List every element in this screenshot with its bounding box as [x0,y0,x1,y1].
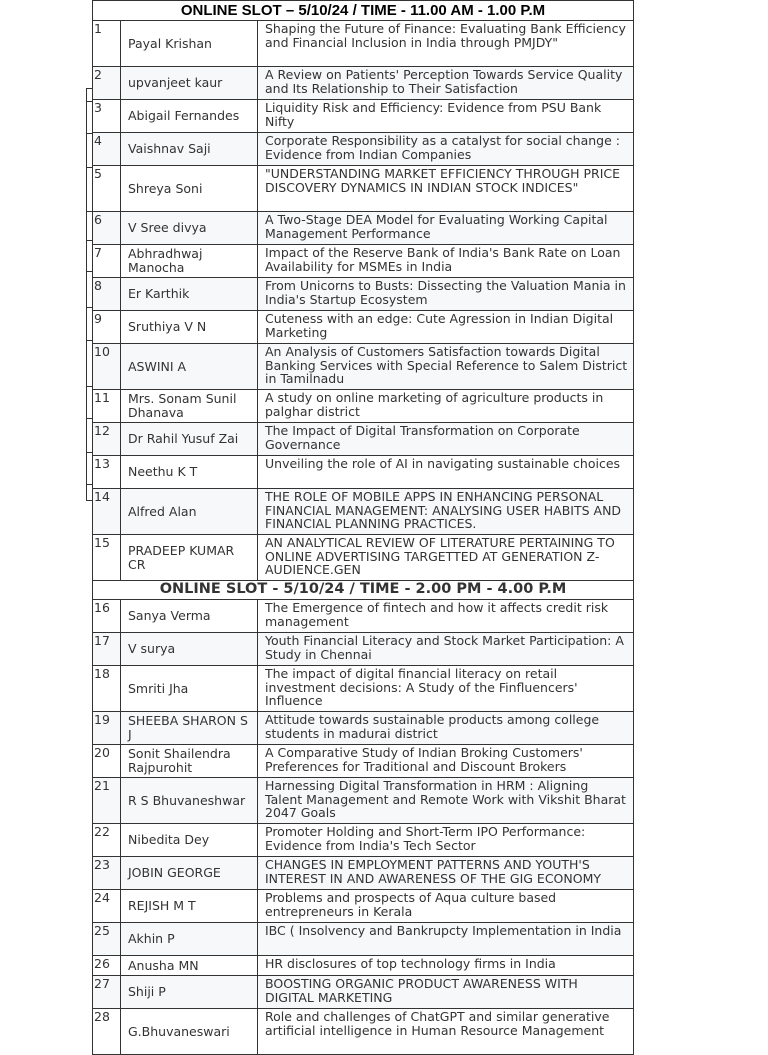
table-row [93,133,634,166]
table-row [93,456,634,489]
table-row [93,212,634,245]
table-row [93,278,634,311]
presenter-name: V surya [121,633,258,666]
serial-number: 11 [93,390,121,423]
presenter-name: PRADEEP KUMAR CR [121,535,258,581]
margin-bracket-tick [86,271,93,272]
paper-title: THE ROLE OF MOBILE APPS IN ENHANCING PERSONAL FINANCIAL MANAGEMENT: ANALYSING USER HABITS AND FINANCIAL PLANNING PRACTICES. [258,489,634,535]
paper-title: Attitude towards sustainable products among college students in madurai district [258,712,634,745]
schedule-sheet [92,0,633,1055]
presenter-name: REJISH M T [121,890,258,923]
presenter-name: Akhin P [121,923,258,956]
paper-title: A study on online marketing of agriculture products in palghar district [258,390,634,423]
slot-heading-row [93,1,634,21]
margin-bracket-tick [86,101,93,102]
paper-title: The Emergence of fintech and how it affects credit risk management [258,600,634,633]
presenter-name: Sanya Verma [121,600,258,633]
serial-number: 4 [93,133,121,166]
serial-number: 3 [93,100,121,133]
presenter-name: V Sree divya [121,212,258,245]
presenter-name: Sruthiya V N [121,311,258,344]
serial-number: 24 [93,890,121,923]
presenter-name: Abigail Fernandes [121,100,258,133]
table-row [93,600,634,633]
paper-title: "UNDERSTANDING MARKET EFFICIENCY THROUGH PRICE DISCOVERY DYNAMICS IN INDIAN STOCK INDICES" [258,166,634,212]
paper-title: Corporate Responsibility as a catalyst for social change : Evidence from Indian Companies [258,133,634,166]
table-row [93,976,634,1009]
serial-number: 15 [93,535,121,581]
table-row [93,311,634,344]
serial-number: 20 [93,745,121,778]
paper-title: Role and challenges of ChatGPT and similar generative artificial intelligence in Human Resource Management [258,1009,634,1055]
paper-title: From Unicorns to Busts: Dissecting the Valuation Mania in India's Startup Ecosystem [258,278,634,311]
table-row [93,778,634,824]
table-row [93,956,634,976]
table-row [93,745,634,778]
presenter-name: Er Karthik [121,278,258,311]
paper-title: Impact of the Reserve Bank of India's Bank Rate on Loan Availability for MSMEs in India [258,245,634,278]
table-row [93,535,634,581]
serial-number: 13 [93,456,121,489]
presenter-name: Shreya Soni [121,166,258,212]
paper-title: Unveiling the role of AI in navigating sustainable choices [258,456,634,489]
serial-number: 14 [93,489,121,535]
presenter-name: Shiji P [121,976,258,1009]
margin-bracket-tick [86,340,93,341]
paper-title: A Two-Stage DEA Model for Evaluating Working Capital Management Performance [258,212,634,245]
paper-title: Harnessing Digital Transformation in HRM : Aligning Talent Management and Remote Work with Vikshit Bharat 2047 Goals [258,778,634,824]
table-row [93,423,634,456]
paper-title: The impact of digital financial literacy on retail investment decisions: A Study of the Finfluencers' Influence [258,666,634,712]
margin-bracket-tick [86,484,93,485]
serial-number: 10 [93,344,121,390]
serial-number: 21 [93,778,121,824]
serial-number: 7 [93,245,121,278]
presenter-name: SHEEBA SHARON S J [121,712,258,745]
slot-heading: ONLINE SLOT – 5/10/24 / TIME - 11.00 AM - 1.00 P.M [93,1,634,21]
serial-number: 5 [93,166,121,212]
serial-number: 8 [93,278,121,311]
serial-number: 6 [93,212,121,245]
presenter-name: Neethu K T [121,456,258,489]
paper-title: Promoter Holding and Short-Term IPO Performance: Evidence from India's Tech Sector [258,824,634,857]
table-row [93,666,634,712]
margin-bracket-tick [86,88,93,89]
table-row [93,67,634,100]
presenter-name: Smriti Jha [121,666,258,712]
margin-bracket-tick [86,307,93,308]
margin-bracket-tick [86,211,93,212]
margin-bracket-tick [86,500,93,501]
margin-bracket-tick [86,240,93,241]
serial-number: 26 [93,956,121,976]
schedule-body [93,1,634,1055]
table-row [93,21,634,67]
table-row [93,923,634,956]
table-row [93,100,634,133]
margin-bracket-tick [86,452,93,453]
paper-title: BOOSTING ORGANIC PRODUCT AWARENESS WITH DIGITAL MARKETING [258,976,634,1009]
paper-title: Cuteness with an edge: Cute Agression in Indian Digital Marketing [258,311,634,344]
presenter-name: Alfred Alan [121,489,258,535]
presenter-name: G.Bhuvaneswari [121,1009,258,1055]
paper-title: AN ANALYTICAL REVIEW OF LITERATURE PERTAINING TO ONLINE ADVERTISING TARGETTED AT GENERATION Z-AUDIENCE.GEN [258,535,634,581]
table-row [93,390,634,423]
serial-number: 25 [93,923,121,956]
serial-number: 12 [93,423,121,456]
slot-heading-row [93,581,634,600]
margin-bracket-tick [86,418,93,419]
table-row [93,166,634,212]
serial-number: 16 [93,600,121,633]
presenter-name: Abhradhwaj Manocha [121,245,258,278]
table-row [93,344,634,390]
serial-number: 9 [93,311,121,344]
serial-number: 22 [93,824,121,857]
serial-number: 19 [93,712,121,745]
paper-title: Shaping the Future of Finance: Evaluating Bank Efficiency and Financial Inclusion in India through PMJDY" [258,21,634,67]
paper-title: An Analysis of Customers Satisfaction towards Digital Banking Services with Special Reference to Salem District in Tamilnadu [258,344,634,390]
margin-bracket-tick [86,167,93,168]
paper-title: IBC ( Insolvency and Bankrupcty Implementation in India [258,923,634,956]
schedule-table [92,0,634,1055]
serial-number: 17 [93,633,121,666]
presenter-name: upvanjeet kaur [121,67,258,100]
table-row [93,489,634,535]
paper-title: A Review on Patients' Perception Towards Service Quality and Its Relationship to Their Satisfaction [258,67,634,100]
presenter-name: Mrs. Sonam Sunil Dhanava [121,390,258,423]
margin-bracket-tick [86,386,93,387]
presenter-name: R S Bhuvaneshwar [121,778,258,824]
paper-title: A Comparative Study of Indian Broking Customers' Preferences for Traditional and Discount Brokers [258,745,634,778]
presenter-name: Dr Rahil Yusuf Zai [121,423,258,456]
table-row [93,890,634,923]
table-row [93,1009,634,1055]
margin-bracket-line [86,88,87,500]
paper-title: HR disclosures of top technology firms in India [258,956,634,976]
margin-bracket-tick [86,133,93,134]
table-row [93,857,634,890]
serial-number: 23 [93,857,121,890]
serial-number: 18 [93,666,121,712]
serial-number: 2 [93,67,121,100]
presenter-name: Vaishnav Saji [121,133,258,166]
table-row [93,712,634,745]
paper-title: Youth Financial Literacy and Stock Market Participation: A Study in Chennai [258,633,634,666]
table-row [93,824,634,857]
table-row [93,633,634,666]
serial-number: 1 [93,21,121,67]
presenter-name: Payal Krishan [121,21,258,67]
serial-number: 27 [93,976,121,1009]
presenter-name: Sonit Shailendra Rajpurohit [121,745,258,778]
presenter-name: Nibedita Dey [121,824,258,857]
slot-heading: ONLINE SLOT - 5/10/24 / TIME - 2.00 PM - 4.00 P.M [93,581,634,600]
presenter-name: ASWINI A [121,344,258,390]
presenter-name: Anusha MN [121,956,258,976]
paper-title: The Impact of Digital Transformation on Corporate Governance [258,423,634,456]
table-row [93,245,634,278]
presenter-name: JOBIN GEORGE [121,857,258,890]
serial-number: 28 [93,1009,121,1055]
paper-title: Problems and prospects of Aqua culture based entrepreneurs in Kerala [258,890,634,923]
paper-title: CHANGES IN EMPLOYMENT PATTERNS AND YOUTH'S INTEREST IN AND AWARENESS OF THE GIG ECONOMY [258,857,634,890]
paper-title: Liquidity Risk and Efficiency: Evidence from PSU Bank Nifty [258,100,634,133]
